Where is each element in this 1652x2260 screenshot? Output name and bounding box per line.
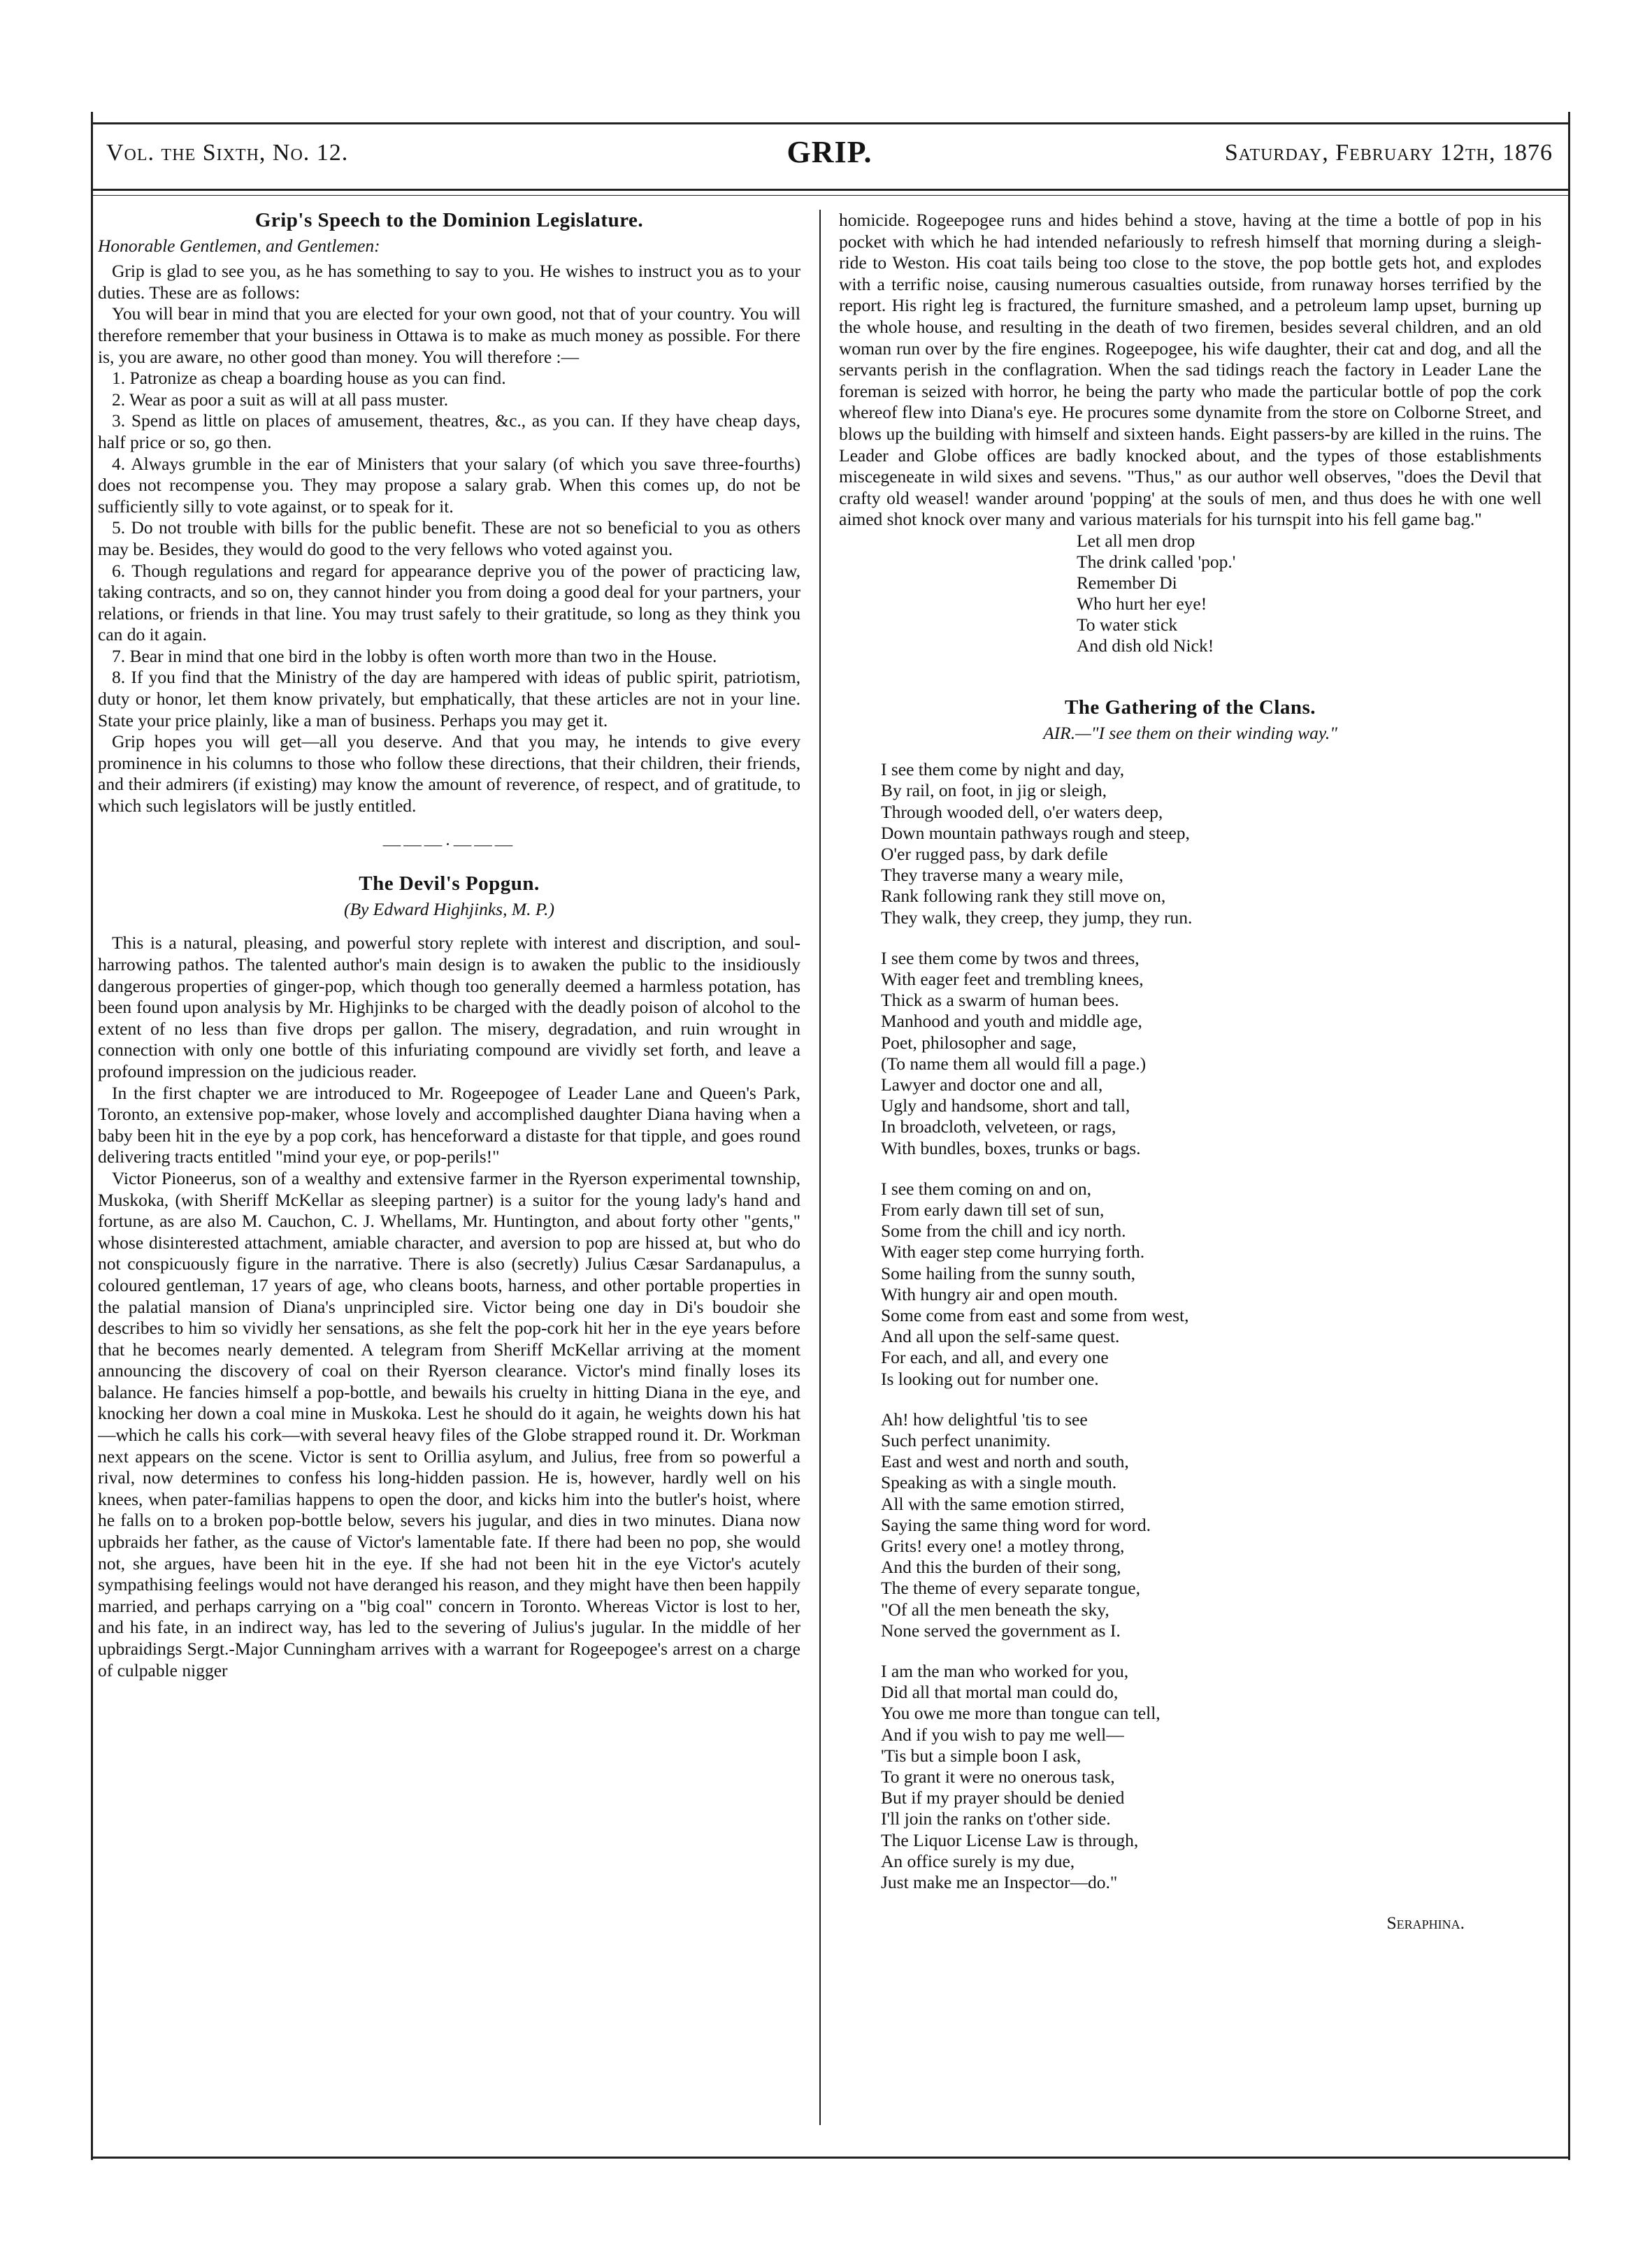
- verse-line: The drink called 'pop.': [1077, 551, 1236, 572]
- poem-line: Thick as a swarm of human bees.: [881, 990, 1119, 1011]
- popgun-article: [98, 873, 800, 1681]
- poem-line: I see them come by twos and threes,: [881, 947, 1140, 968]
- poem-line: Is looking out for number one.: [881, 1368, 1099, 1389]
- speech-intro: Grip is glad to see you, as he has something to say to you. He wishes to instruct you as to your duties. These are as follows:: [98, 261, 800, 303]
- speech-item-5: 5. Do not trouble with bills for the public benefit. These are not so beneficial to you as others may be. Besides, they would do good to the very fellows who voted against you.: [98, 517, 800, 559]
- header-rule-thin: [91, 195, 1568, 196]
- poem-line: Some hailing from the sunny south,: [881, 1262, 1136, 1283]
- poem-line: (To name them all would fill a page.): [881, 1053, 1147, 1074]
- right-column: [839, 210, 1542, 2125]
- bottom-rule: [91, 2157, 1568, 2159]
- poem-line: O'er rugged pass, by dark defile: [881, 843, 1108, 864]
- stanza-2: [881, 948, 1542, 1159]
- popgun-title: The Devil's Popgun.: [359, 872, 540, 895]
- issue-date: Saturday, February 12th, 1876: [1224, 140, 1553, 166]
- poem-line: They walk, they creep, they jump, they run.: [881, 907, 1193, 928]
- poem-line: Manhood and youth and middle age,: [881, 1011, 1142, 1032]
- popgun-verse: [1077, 531, 1542, 656]
- clans-title: The Gathering of the Clans.: [1064, 696, 1316, 719]
- poem-line: East and west and north and south,: [881, 1451, 1129, 1472]
- poem-line: With bundles, boxes, trunks or bags.: [881, 1137, 1141, 1158]
- poem-line: They traverse many a weary mile,: [881, 865, 1123, 886]
- masthead: [91, 122, 1568, 194]
- speech-item-3: 3. Spend as little on places of amusement, theatres, &c., as you can. If they have cheap days, half price or so, go then.: [98, 410, 800, 452]
- poem-line: Ah! how delightful 'tis to see: [881, 1409, 1088, 1430]
- clans-air: AIR.—"I see them on their winding way.": [1043, 722, 1337, 743]
- poem-line: Some from the chill and icy north.: [881, 1221, 1126, 1241]
- poem-line: To grant it were no onerous task,: [881, 1766, 1115, 1787]
- poem-line: 'Tis but a simple boon I ask,: [881, 1745, 1082, 1766]
- publication-title: GRIP.: [787, 135, 872, 169]
- poem-line: And this the burden of their song,: [881, 1557, 1121, 1578]
- verse-line: Remember Di: [1077, 572, 1177, 593]
- poem-line: With eager step come hurrying forth.: [881, 1241, 1145, 1262]
- speech-title: Grip's Speech to the Dominion Legislature.: [254, 210, 644, 231]
- poem-line: You owe me more than tongue can tell,: [881, 1703, 1161, 1724]
- stanza-5: [881, 1661, 1542, 1893]
- poem-line: I'll join the ranks on t'other side.: [881, 1808, 1111, 1829]
- left-column: [98, 210, 800, 2125]
- popgun-continuation: homicide. Rogeepogee runs and hides behind a stove, having at the time a bottle of pop in his pocket with which he had intended nefariously to refresh himself that morning during a sleigh-ride to Weston. His coat tails being too close to the stove, the pop bottle gets hot, and explodes with a terrific noise, causing numerous casualties outside, from runaway horses terrified by the report. His right leg is fractured, the furniture smashed, and a petroleum lamp upset, burning up the whole house, and resulting in the death of two firemen, besides several children, and an old woman run over by the fire engines. Rogeepogee, his wife daughter, their cat and dog, and all the servants perish in the conflagration. When the sad tidings reach the factory in Leader Lane the foreman is seized with horror, he being the party who made the particular bottle of pop the cork whereof flew into Diana's eye. He procures some dynamite from the store on Colborne Street, and blows up the building with himself and sixteen hands. Eight passers-by are killed in the ruins. The Leader and Globe offices are badly knocked about, and the types of those establishments miscegeneate in wild sixes and sevens. "Thus," as our author well observes, "does the Devil that crafty old weasel! wander around 'popping' at the souls of men, and thus does he with one well aimed shot knock over many and various materials for his turnspit into his fell game bag.": [839, 210, 1542, 530]
- poem-line: In broadcloth, velveteen, or rags,: [881, 1116, 1116, 1137]
- poem-line: By rail, on foot, in jig or sleigh,: [881, 780, 1107, 801]
- stanza-1: [881, 759, 1542, 928]
- speech-article: [98, 210, 800, 817]
- poem-line: For each, and all, and every one: [881, 1347, 1109, 1368]
- speech-item-4: 4. Always grumble in the ear of Ministers that your salary (of which you save three-fourths) does not recompense you. They may propose a salary grab. When this comes up, do not be sufficiently silly to vote against, or to speak for it.: [98, 453, 800, 517]
- poem-line: Ugly and handsome, short and tall,: [881, 1095, 1130, 1116]
- poem-line: But if my prayer should be denied: [881, 1787, 1125, 1808]
- article-separator: ———·———: [382, 833, 516, 854]
- poem-line: Rank following rank they still move on,: [881, 886, 1166, 907]
- poem-line: Grits! every one! a motley throng,: [881, 1536, 1125, 1556]
- poem-line: Some come from east and some from west,: [881, 1304, 1189, 1325]
- volume-number: Vol. the Sixth, No. 12.: [106, 140, 349, 166]
- poem-line: Poet, philosopher and sage,: [881, 1032, 1077, 1053]
- poem-line: Such perfect unanimity.: [881, 1430, 1051, 1451]
- poem-line: Speaking as with a single mouth.: [881, 1472, 1117, 1493]
- speech-item-8: 8. If you find that the Ministry of the day are hampered with ideas of public spirit, patriotism, duty or honor, let them know privately, but emphatically, that these articles are not in your line. State your price plainly, like a man of business. Perhaps you may get it.: [98, 667, 800, 730]
- speech-salutation: Honorable Gentlemen, and Gentlemen:: [98, 235, 380, 256]
- poem-line: Down mountain pathways rough and steep,: [881, 822, 1190, 843]
- poem-line: And if you wish to pay me well—: [881, 1724, 1124, 1745]
- poem-line: I see them come by night and day,: [881, 759, 1125, 780]
- poem-line: The theme of every separate tongue,: [881, 1578, 1140, 1599]
- poem-line: With hungry air and open mouth.: [881, 1283, 1118, 1304]
- stanza-4: [881, 1409, 1542, 1641]
- verse-line: Let all men drop: [1077, 530, 1195, 551]
- header-rule: [91, 189, 1568, 191]
- popgun-paragraph-2: In the first chapter we are introduced to Mr. Rogeepogee of Leader Lane and Queen's Park, Toronto, an extensive pop-maker, whose lovely and accomplished daughter Diana having when a baby been hit in the eye by a pop cork, has henceforward a distaste for that tipple, and goes round delivering tracts entitled "mind your eye, or pop-perils!": [98, 1082, 800, 1167]
- poem-line: Through wooded dell, o'er waters deep,: [881, 801, 1163, 822]
- verse-line: Who hurt her eye!: [1077, 593, 1207, 614]
- verse-line: And dish old Nick!: [1077, 635, 1214, 656]
- poem-line: Lawyer and doctor one and all,: [881, 1074, 1103, 1095]
- poem-line: All with the same emotion stirred,: [881, 1493, 1125, 1514]
- speech-item-7: 7. Bear in mind that one bird in the lobby is often worth more than two in the House.: [112, 645, 717, 666]
- poem-line: And all upon the self-same quest.: [881, 1326, 1120, 1347]
- verse-line: To water stick: [1077, 614, 1178, 635]
- speech-item-2: 2. Wear as poor a suit as will at all pass muster.: [112, 389, 449, 410]
- poem-line: Just make me an Inspector—do.": [881, 1872, 1118, 1893]
- poem-line: Saying the same thing word for word.: [881, 1514, 1151, 1535]
- speech-closing: Grip hopes you will get—all you deserve. And that you may, he intends to give every prominence in his columns to those who follow these directions, that their children, their friends, and their admirers (if existing) may know the amount of reverence, of respect, and of gratitude, to which such legislators will be justly entitled.: [98, 731, 800, 816]
- poem-line: Did all that mortal man could do,: [881, 1682, 1119, 1703]
- poem-line: I see them coming on and on,: [881, 1178, 1091, 1199]
- poem-line: None served the government as I.: [881, 1620, 1121, 1641]
- poem-signature: Seraphina.: [1386, 1913, 1465, 1934]
- poem-line: With eager feet and trembling knees,: [881, 968, 1144, 989]
- popgun-byline: (By Edward Highjinks, M. P.): [343, 898, 554, 919]
- popgun-paragraph-3: Victor Pioneerus, son of a wealthy and extensive farmer in the Ryerson experimental township, Muskoka, (with Sheriff McKellar as sleeping partner) is a suitor for the young lady's hand and fortune, as are also M. Cauchon, C. J. Whellams, Mr. Huntington, and about forty other "gents," whose disinterested attachment, amiable character, and aversion to pop are hissed at, but who do not conspicuously figure in the narrative. There is also (secretly) Julius Cæsar Sardanapulus, a coloured gentleman, 17 years of age, who cleans boots, harness, and other portable properties in the palatial mansion of Diana's unprincipled sire. Victor being one day in Di's boudoir she describes to him so vividly her sensations, as she felt the pop-cork hit her in the eye years before that he becomes nearly demented. A telegram from Sheriff McKellar arriving at the moment announcing the discovery of coal on their Ryerson clearance. Victor's mind finally loses its balance. He fancies himself a pop-bottle, and bewails his cruelty in hitting Diana in the eye, and knocking her down a coal mine in Muskoka. Lest he should do it again, he weights down his hat—which he calls his cork—with several heavy files of the Globe strapped round it. Dr. Workman next appears on the scene. Victor is sent to Orillia asylum, and Julius, free from so powerful a rival, now determines to confess his long-hidden passion. He is, however, hardly well on his knees, when pater-familias happens to open the door, and kicks him into the butler's hoist, where he falls on to a broken pop-bottle below, severs his jugular, and dies in two minutes. Diana now upbraids her father, as the cause of Victor's lamentable fate. If there had been no pop, she would not, she argues, have been hit in the eye. If she had not been hit in the eye Victor's acutely sympathising feelings would not have deranged his reason, and they might have then been happily married, and perhaps carrying on a "big coal" concern in Toronto. Whereas Victor is lost to her, and his fate, in an indirect way, has led to the severing of Julius's jugular. In the middle of her upbraidings Sergt.-Major Cunningham arrives with a warrant for Rogeepogee's arrest on a charge of culpable nigger: [98, 1167, 800, 1680]
- poem-line: "Of all the men beneath the sky,: [881, 1599, 1109, 1620]
- poem-line: I am the man who worked for you,: [881, 1661, 1129, 1682]
- popgun-paragraph-1: This is a natural, pleasing, and powerful story replete with interest and discription, and soul-harrowing pathos. The talented author's main design is to awaken the public to the insidiously dangerous properties of ginger-pop, which though too generally deemed a harmless potation, has been found upon analysis by Mr. Highjinks to be charged with the deadly poison of alcohol to the extent of no less than five drops per gallon. The misery, degradation, and ruin wrought in connection with only one bottle of this infuriating compound are vividly set forth, and leave a profound impression on the judicious reader.: [98, 933, 800, 1081]
- speech-item-6: 6. Though regulations and regard for appearance deprive you of the power of practicing law, taking contracts, and so on, they cannot hinder you from doing a good deal for your partners, your relations, or friends in that line. You may trust safely to their gratitude, so long as they think you can do it again.: [98, 560, 800, 645]
- poem-line: An office surely is my due,: [881, 1850, 1075, 1871]
- speech-item-1: 1. Patronize as cheap a boarding house as you can find.: [112, 368, 506, 389]
- speech-intro-2: You will bear in mind that you are elected for your own good, not that of your country. You will therefore remember that your business in Ottawa is to make as much money as possible. For there is, you are aware, no other good than money. You will therefore :—: [98, 303, 800, 367]
- column-divider: [819, 210, 821, 2125]
- clans-poem: [839, 697, 1542, 1934]
- stanza-3: [881, 1179, 1542, 1390]
- poem-line: The Liquor License Law is through,: [881, 1829, 1139, 1850]
- poem-line: From early dawn till set of sun,: [881, 1199, 1105, 1220]
